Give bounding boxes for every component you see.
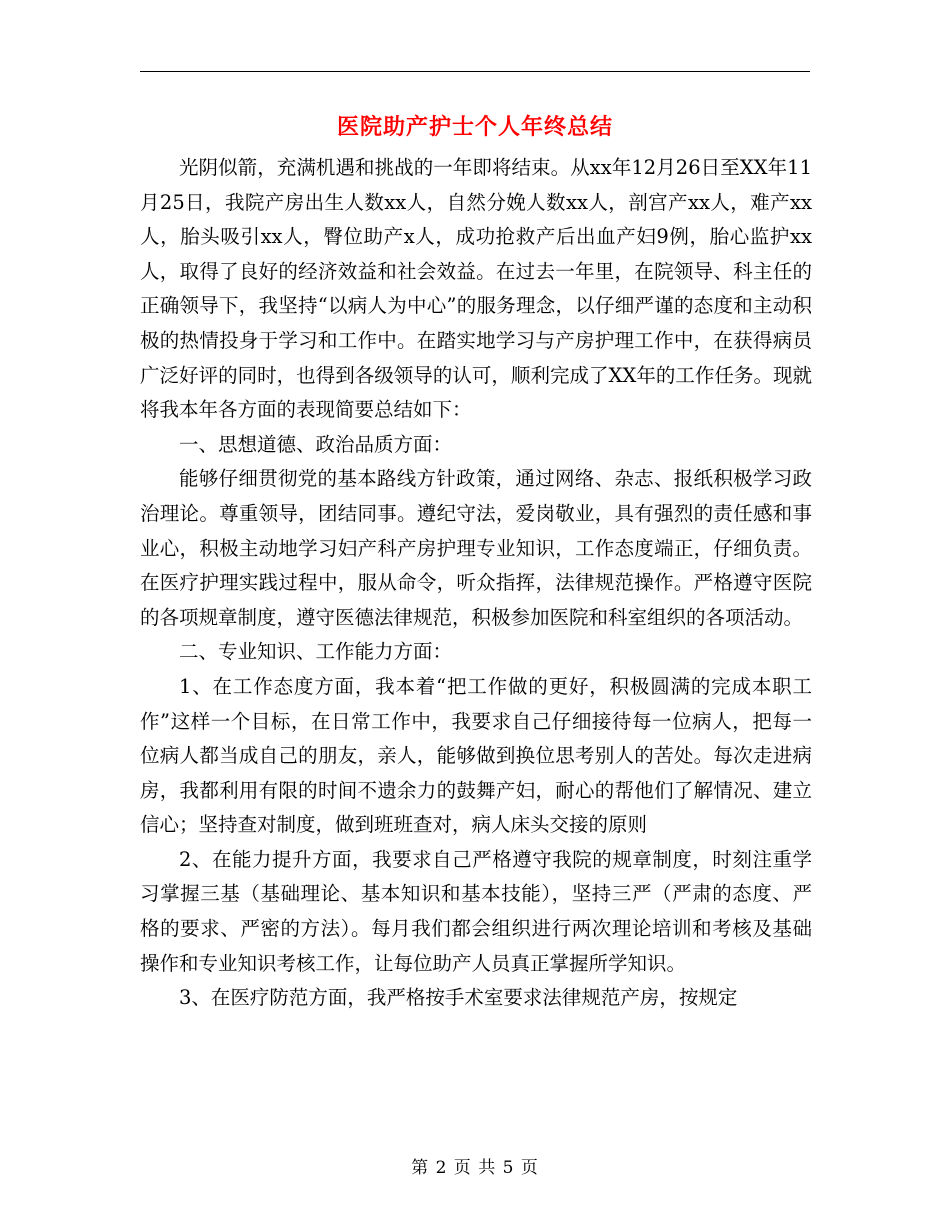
paragraph-ideology: 能够仔细贯彻党的基本路线方针政策，通过网络、杂志、报纸积极学习政治理论。尊重领导，团结同事。遵纪守法，爱岗敬业，具有强烈的责任感和事业心，积极主动地学习妇产科产房护理专业知识，工作态度端正，仔细负责。在医疗护理实践过程中，服从命令，听众指挥，法律规范操作。严格遵守医院的各项规章制度，遵守医德法律规范，积极参加医院和科室组织的各项活动。 xyxy=(140,467,812,629)
section-heading-professional: 二、专业知识、工作能力方面： xyxy=(179,640,453,664)
header-rule xyxy=(140,71,810,72)
paragraph-prevention: 3、在医疗防范方面，我严格按手术室要求法律规范产房，按规定 xyxy=(179,986,738,1010)
paragraph-intro: 光阴似箭，充满机遇和挑战的一年即将结束。从xx年12月26日至XX年11月25日，我院产房出生人数xx人，自然分娩人数xx人，剖宫产xx人，难产xx人，胎头吸引xx人，臀位助产x人，成功抢救产后出血产妇9例，胎心监护xx人，取得了良好的经济效益和社会效益。在过去一年里，在院领导、科主任的正确领导下，我坚持“以病人为中心”的服务理念，以仔细严谨的态度和主动积极的热情投身于学习和工作中。在踏实地学习与产房护理工作中，在获得病员广泛好评的同时，也得到各级领导的认可，顺利完成了XX年的工作任务。现就将我本年各方面的表现简要总结如下： xyxy=(140,156,812,422)
paragraph-ability: 2、在能力提升方面，我要求自己严格遵守我院的规章制度，时刻注重学习掌握三基（基础理论、基本知识和基本技能），坚持三严（严肃的态度、严格的要求、严密的方法）。每月我们都会组织进行两次理论培训和考核及基础操作和专业知识考核工作，让每位助产人员真正掌握所学知识。 xyxy=(140,847,812,975)
section-heading-ideology: 一、思想道德、政治品质方面： xyxy=(179,432,453,456)
paragraph-work-attitude: 1、在工作态度方面，我本着“把工作做的更好，积极圆满的完成本职工作”这样一个目标，在日常工作中，我要求自己仔细接待每一位病人，把每一位病人都当成自己的朋友，亲人，能够做到换位思考别人的苦处。每次走进病房，我都利用有限的时间不遗余力的鼓舞产妇，耐心的帮他们了解情况、建立信心；坚持查对制度，做到班班查对，病人床头交接的原则 xyxy=(140,674,812,837)
document-title: 医院助产护士个人年终总结 xyxy=(336,114,613,140)
document-body xyxy=(140,151,812,1016)
page-number-footer: 第 2 页 共 5 页 xyxy=(411,1158,539,1178)
